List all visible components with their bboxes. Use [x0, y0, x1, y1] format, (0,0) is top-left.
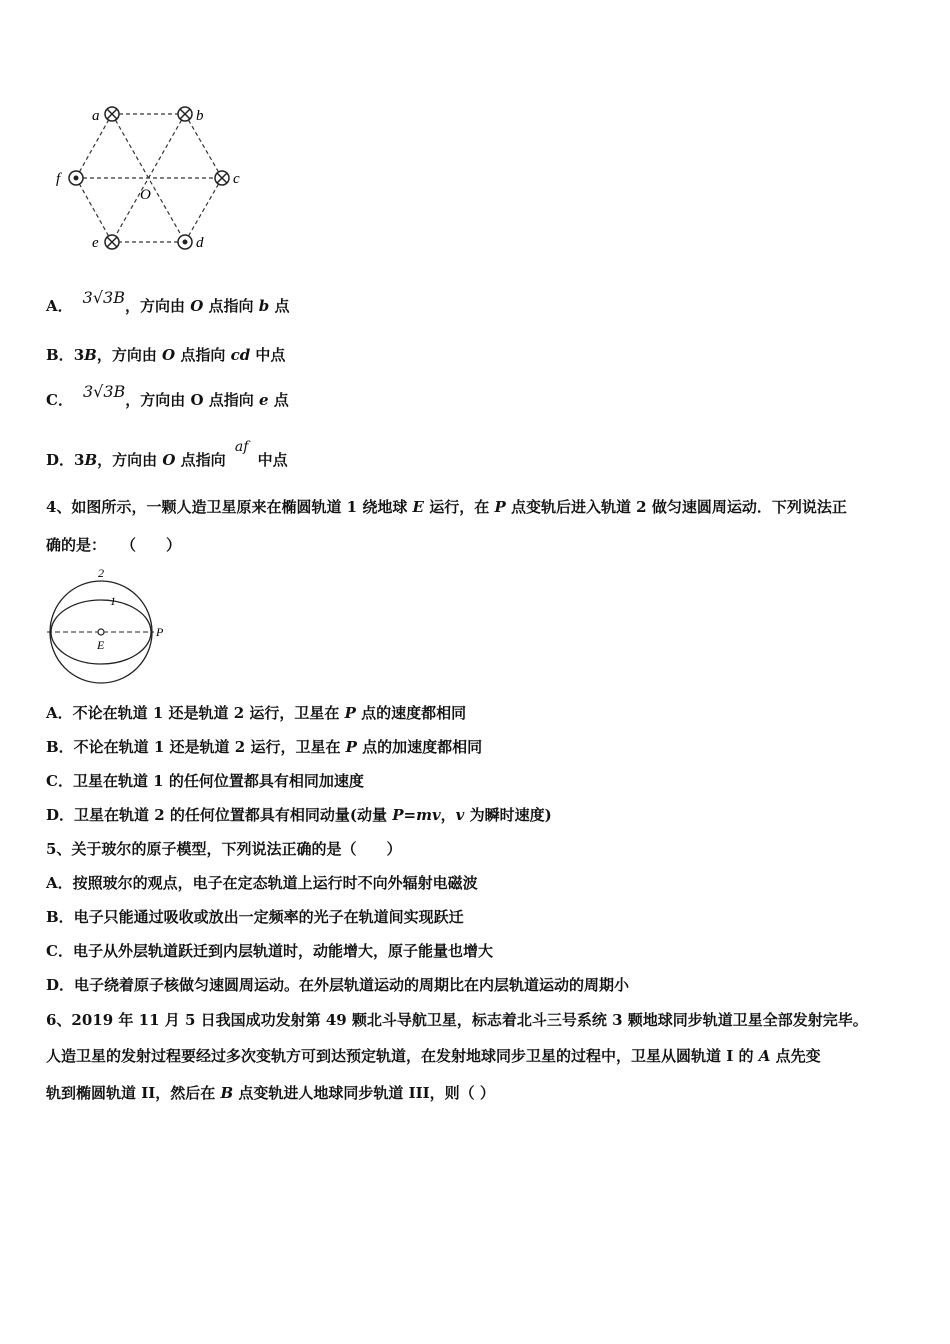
q6-stem-line3: 轨到椭圆轨道 II，然后在 B 点变轨进人地球同步轨道 III，则（ ）	[46, 1084, 495, 1102]
orbit-label-2: 2	[98, 566, 104, 580]
orbit-figure	[44, 565, 184, 690]
orbit-label-1: 1	[110, 594, 116, 608]
q4-option-d: D．卫星在轨道 2 的任何位置都具有相同动量(动量 P=mv，v 为瞬时速度)	[46, 806, 552, 824]
q4-stem-line1: 4、如图所示，一颗人造卫星原来在椭圆轨道 1 绕地球 E 运行，在 P 点变轨后进入轨道 2 做匀速圆周运动．下列说法正	[46, 498, 847, 516]
label-O: O	[140, 187, 151, 203]
wire-a-into-icon	[105, 107, 119, 121]
orbit-label-P: P	[156, 625, 164, 639]
q4-stem-line2: 确的是： （ ）	[46, 536, 182, 554]
q5-option-c: C．电子从外层轨道跃迁到内层轨道时，动能增大，原子能量也增大	[46, 942, 493, 960]
q3-option-c: C． 3√3B，方向由 O 点指向 e 点	[46, 382, 289, 409]
label-f: f	[56, 171, 61, 187]
label-c: c	[233, 171, 240, 187]
wire-c-into-icon	[215, 171, 229, 185]
wire-b-into-icon	[178, 107, 192, 121]
q4-option-c: C．卫星在轨道 1 的任何位置都具有相同加速度	[46, 772, 364, 790]
q4-option-b: B．不论在轨道 1 还是轨道 2 运行，卫星在 P 点的加速度都相同	[46, 738, 483, 756]
q5-option-d: D．电子绕着原子核做匀速圆周运动。在外层轨道运动的周期比在内层轨道运动的周期小	[46, 976, 630, 994]
label-a: a	[92, 108, 100, 124]
wire-f-out-icon	[69, 171, 83, 185]
q5-stem: 5、关于玻尔的原子模型，下列说法正确的是（ ）	[46, 840, 402, 858]
label-b: b	[196, 108, 204, 124]
wire-e-into-icon	[105, 235, 119, 249]
label-e: e	[92, 235, 99, 251]
orbit-label-E: E	[97, 638, 105, 652]
hexagon-field-figure	[50, 98, 250, 258]
q5-option-b: B．电子只能通过吸收或放出一定频率的光子在轨道间实现跃迁	[46, 908, 464, 926]
q6-stem-line1: 6、2019 年 11 月 5 日我国成功发射第 49 颗北斗导航卫星，标志着北斗三号系统 3 颗地球同步轨道卫星全部发射完毕。	[46, 1011, 868, 1029]
q3-option-b: B．3B，方向由 O 点指向 cd 中点	[46, 346, 286, 364]
q5-option-a: A．按照玻尔的观点，电子在定态轨道上运行时不向外辐射电磁波	[46, 874, 478, 892]
q3-option-a: A． 3√3B，方向由 O 点指向 b 点	[46, 288, 290, 315]
q4-option-a: A．不论在轨道 1 还是轨道 2 运行，卫星在 P 点的速度都相同	[46, 704, 467, 722]
wire-d-out-icon	[178, 235, 192, 249]
q6-stem-line2: 人造卫星的发射过程要经过多次变轨方可到达预定轨道，在发射地球同步卫星的过程中，卫星从圆轨道 I 的 A 点先变	[46, 1047, 821, 1065]
q3-option-d: D．3B，方向由 O 点指向 af 中点	[46, 439, 288, 469]
label-d: d	[196, 235, 204, 251]
